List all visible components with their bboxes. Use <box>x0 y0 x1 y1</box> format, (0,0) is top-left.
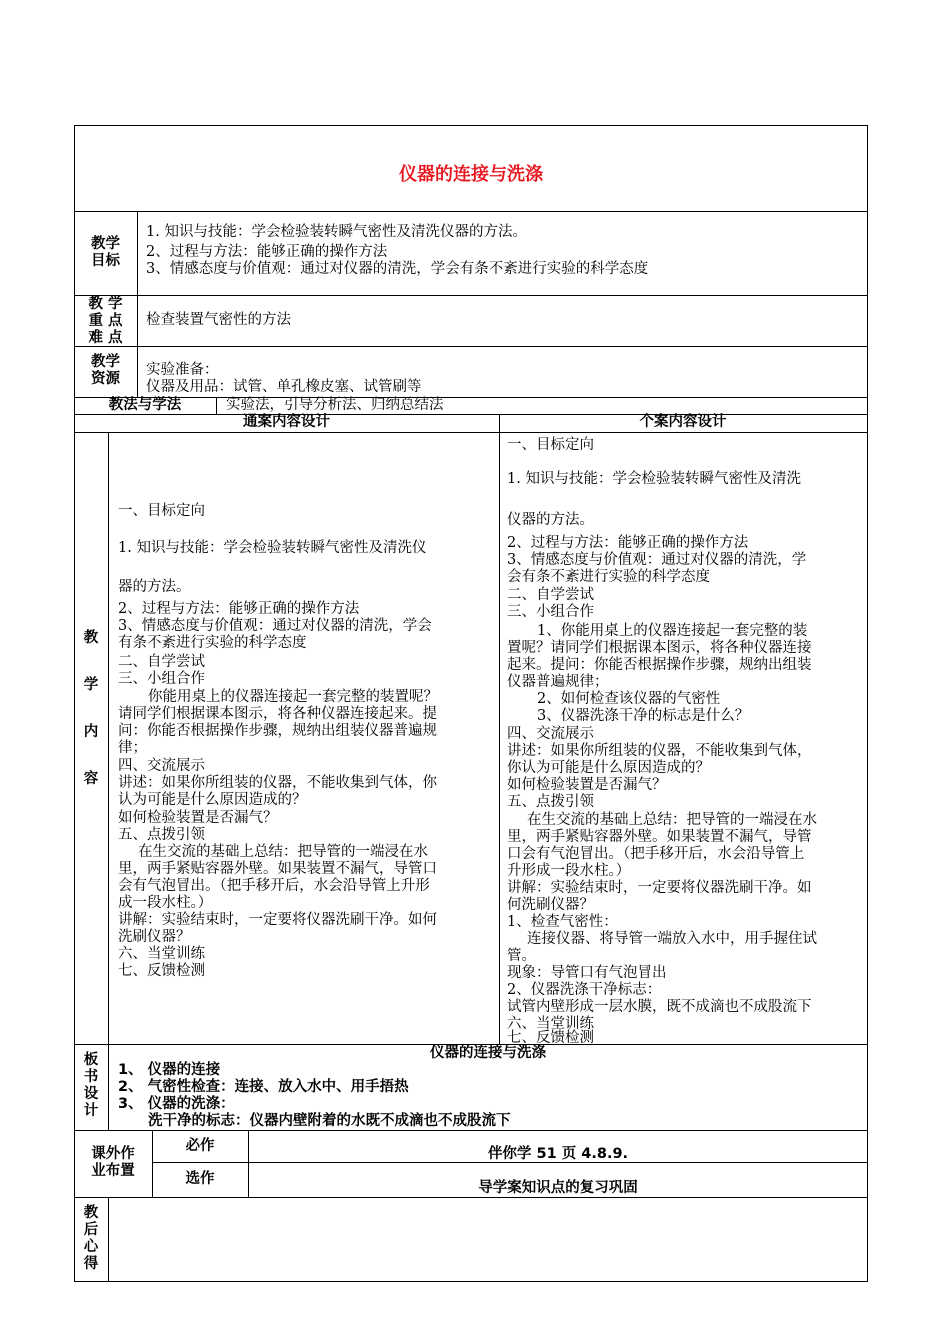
individual-design-line: 1、检查气密性： <box>507 914 618 930</box>
common-design-line: 讲解：实验结束时，一定要将仪器洗刷干净。如何 <box>118 912 437 928</box>
board-label-char: 设 <box>83 1086 99 1102</box>
common-design-line: 会有气泡冒出。（把手移开后，水会沿导管上升形 <box>118 878 430 894</box>
individual-design-line: 六、当堂训练 <box>507 1016 594 1032</box>
individual-design-line: 七、反馈检测 <box>507 1030 594 1046</box>
resources-label <box>74 354 137 388</box>
individual-design-line: 起来。提问：你能否根据操作步骤，规纳出组装 <box>507 657 812 673</box>
content-label <box>74 630 108 788</box>
individual-design-line: 升形成一段水柱。） <box>507 863 631 879</box>
individual-design-line: 会有条不紊进行实验的科学态度 <box>507 569 710 585</box>
homework-label-line: 业布置 <box>91 1163 135 1179</box>
key-points-label-line: 重 点 <box>88 313 123 329</box>
board-title: 仪器的连接与洗涤 <box>430 1045 546 1061</box>
row-divider <box>74 1130 868 1131</box>
objective-line: 3、情感态度与价值观：通过对仪器的清洗，学会有条不紊进行实验的科学态度 <box>146 261 649 277</box>
board-label-char: 书 <box>83 1069 99 1085</box>
resources-label-line: 资源 <box>91 371 120 387</box>
individual-design-line: 2、过程与方法：能够正确的操作方法 <box>507 535 749 551</box>
optional-label: 选作 <box>185 1171 215 1187</box>
common-design-line: 器的方法。 <box>118 579 191 595</box>
reflection-label-char: 后 <box>83 1222 99 1238</box>
objectives-label <box>74 236 137 270</box>
common-design-line: 3、情感态度与价值观：通过对仪器的清洗，学会 <box>118 618 432 634</box>
individual-design-line: 如何检验装置是否漏气？ <box>507 777 667 793</box>
individual-design-line: 口会有气泡冒出。（把手移开后，水会沿导管上 <box>507 846 805 862</box>
board-label <box>74 1052 108 1120</box>
reflection-label-char: 教 <box>83 1205 99 1221</box>
optional-text: 导学案知识点的复习巩固 <box>478 1180 638 1196</box>
col-divider <box>108 432 109 1045</box>
individual-design-line: 仪器的方法。 <box>507 512 594 528</box>
resources-line: 实验准备： <box>146 362 219 378</box>
individual-design-line: 四、交流展示 <box>507 726 594 742</box>
table-border <box>74 125 868 126</box>
individual-design-line: 二、自学尝试 <box>507 587 594 603</box>
content-label-char: 内 <box>83 724 99 740</box>
board-line: 1、 仪器的连接 <box>118 1062 221 1078</box>
individual-design-header: 个案内容设计 <box>639 414 727 430</box>
individual-design-line: 你认为可能是什么原因造成的？ <box>507 760 710 776</box>
common-design-line: 六、当堂训练 <box>118 946 205 962</box>
key-points-label-line: 难 点 <box>88 330 123 346</box>
common-design-line: 认为可能是什么原因造成的？ <box>118 792 307 808</box>
col-divider <box>499 414 500 1045</box>
col-divider <box>137 211 138 398</box>
required-label: 必作 <box>185 1138 215 1154</box>
common-design-line: 2、过程与方法：能够正确的操作方法 <box>118 601 360 617</box>
individual-design-line: 3、仪器洗涤干净的标志是什么？ <box>537 708 750 724</box>
common-design-header: 通案内容设计 <box>243 414 330 430</box>
common-design-line: 成一段水柱。） <box>118 895 213 911</box>
row-divider <box>74 295 868 296</box>
individual-design-line: 试管内壁形成一层水膜，既不成滴也不成股流下 <box>507 999 812 1015</box>
individual-design-line: 五、点拨引领 <box>507 794 594 810</box>
common-design-line: 三、小组合作 <box>118 671 205 687</box>
common-design-line: 1. 知识与技能：学会检验装转瞬气密性及清洗仪 <box>118 540 427 556</box>
objectives-label-line: 教学 <box>91 236 120 252</box>
key-points-label <box>74 296 137 347</box>
individual-design-line: 1、你能用桌上的仪器连接起一套完整的装 <box>537 623 808 639</box>
individual-design-line: 2、仪器洗涤干净标志： <box>507 982 662 998</box>
row-divider <box>74 211 868 212</box>
resources-line: 仪器及用品：试管、单孔橡皮塞、试管刷等 <box>146 379 422 395</box>
common-design-line: 洗刷仪器？ <box>118 929 191 945</box>
objectives-label-line: 目标 <box>91 253 120 269</box>
individual-design-line: 3、情感态度与价值观：通过对仪器的清洗，学 <box>507 552 807 568</box>
common-design-line: 有条不紊进行实验的科学态度 <box>118 635 307 651</box>
common-design-line: 七、反馈检测 <box>118 963 205 979</box>
common-design-line: 请同学们根据课本图示，将各种仪器连接起来。提 <box>118 706 437 722</box>
homework-label <box>74 1146 152 1180</box>
key-points-label-line: 教 学 <box>88 296 123 312</box>
common-design-line: 在生交流的基础上总结：把导管的一端浸在水 <box>138 844 428 860</box>
page-title: 仪器的连接与洗涤 <box>399 164 543 185</box>
individual-design-line: 置呢？请同学们根据课本图示，将各种仪器连接 <box>507 640 812 656</box>
table-border <box>867 125 868 1282</box>
required-text: 伴你学 51 页 4.8.9. <box>487 1146 629 1162</box>
common-design-line: 问：你能否根据操作步骤，规纳出组装仪器普遍规 <box>118 723 437 739</box>
individual-design-line: 仪器普遍规律； <box>507 674 609 690</box>
objective-line: 1. 知识与技能：学会检验装转瞬气密性及清洗仪器的方法。 <box>146 224 527 240</box>
common-design-line: 五、点拨引领 <box>118 827 205 843</box>
row-divider <box>74 432 868 433</box>
common-design-line: 你能用桌上的仪器连接起一套完整的装置呢？ <box>148 689 438 705</box>
board-label-char: 板 <box>83 1052 99 1068</box>
individual-design-line: 三、小组合作 <box>507 604 594 620</box>
content-label-char: 教 <box>83 630 99 646</box>
content-label-char: 学 <box>83 677 99 693</box>
board-line: 3、 仪器的洗涤： <box>118 1096 235 1112</box>
objective-line: 2、过程与方法：能够正确的操作方法 <box>146 244 388 260</box>
board-line: 2、 气密性检查：连接、放入水中、用手捂热 <box>118 1079 409 1095</box>
individual-design-line: 里，两手紧贴容器外壁。如果装置不漏气，导管 <box>507 829 812 845</box>
row-divider <box>74 346 868 347</box>
individual-design-line: 在生交流的基础上总结：把导管的一端浸在水 <box>527 812 817 828</box>
key-points-text: 检查装置气密性的方法 <box>146 312 291 328</box>
common-design-line: 四、交流展示 <box>118 758 205 774</box>
board-line: 洗干净的标志：仪器内壁附着的水既不成滴也不成股流下 <box>148 1113 511 1129</box>
individual-design-line: 1. 知识与技能：学会检验装转瞬气密性及清洗 <box>507 471 801 487</box>
common-design-line: 讲述：如果你所组装的仪器，不能收集到气体，你 <box>118 775 437 791</box>
reflection-label <box>74 1205 108 1273</box>
common-design-line: 律； <box>118 740 147 756</box>
table-border <box>74 1281 868 1282</box>
col-divider <box>108 1197 109 1282</box>
content-label-char: 容 <box>83 771 99 787</box>
methods-text: 实验法，引导分析法、归纳总结法 <box>226 397 444 413</box>
reflection-label-char: 得 <box>83 1256 99 1272</box>
individual-design-line: 一、目标定向 <box>507 437 594 453</box>
individual-design-line: 现象：导管口有气泡冒出 <box>507 965 667 981</box>
individual-design-line: 讲述：如果你所组装的仪器，不能收集到气体， <box>507 743 812 759</box>
common-design-line: 里，两手紧贴容器外壁。如果装置不漏气，导管口 <box>118 861 437 877</box>
col-divider <box>216 397 217 415</box>
homework-label-line: 课外作 <box>91 1146 135 1162</box>
common-design-line: 一、目标定向 <box>118 503 205 519</box>
individual-design-line: 讲解：实验结束时，一定要将仪器洗刷干净。如 <box>507 880 812 896</box>
row-divider <box>74 1197 868 1198</box>
board-label-char: 计 <box>83 1103 99 1119</box>
methods-label: 教法与学法 <box>108 397 182 413</box>
individual-design-line: 何洗刷仪器？ <box>507 897 594 913</box>
common-design-line: 如何检验装置是否漏气？ <box>118 810 278 826</box>
common-design-line: 二、自学尝试 <box>118 654 205 670</box>
individual-design-line: 2、如何检查该仪器的气密性 <box>537 691 721 707</box>
resources-label-line: 教学 <box>91 354 120 370</box>
individual-design-line: 管。 <box>507 948 536 964</box>
reflection-label-char: 心 <box>83 1239 99 1255</box>
individual-design-line: 连接仪器、将导管一端放入水中，用手握住试 <box>527 931 817 947</box>
